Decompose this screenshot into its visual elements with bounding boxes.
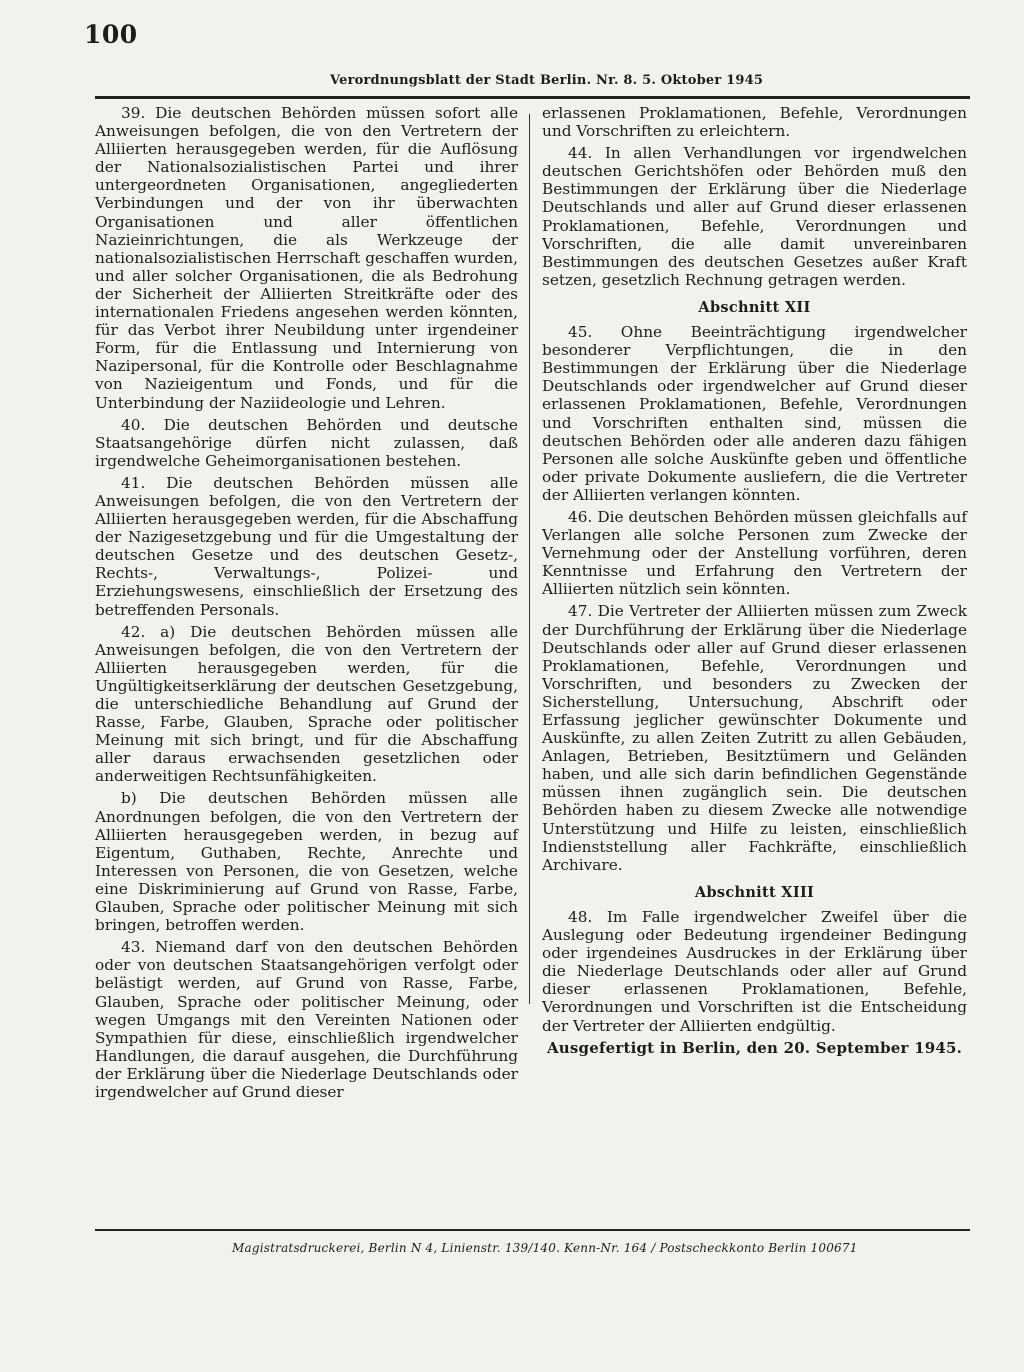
section-heading-xiii: Abschnitt XIII [694,883,815,901]
paragraph-40: 40. Die deutschen Behörden und deutsche Staatsangehörige dürfen nicht zulassen, daß irgendwelche Geheimorganisationen bestehen. [95,415,518,470]
paragraph-42a: 42. a) Die deutschen Behörden müssen alle Anweisungen befolgen, die von den Vertretern der Alliierten herausgegeben werden, für die Ungültigkeitserklärung der deutschen Gesetzgebung, die unterschiedliche Behandlung auf Grund der Rasse, Farbe, Glauben, Sprache oder politischer Meinung mit sich bringt, und für die Abschaffung aller daraus erwachsenden gesetzlichen oder anderweitigen Rechtsunfähigkeiten. [95,622,518,786]
paragraph-47: 47. Die Vertreter der Alliierten müssen zum Zweck der Durchführung der Erklärung über die Niederlage Deutschlands oder aller auf Grund dieser erlassenen Proklamationen, Befehle, Verordnungen und Vorschriften, und besonders zu Zwecken der Sicherstellung, Untersuchung, Abschrift oder Erfassung jeglicher gewünschter Dokumente und Auskünfte, zu allen Zeiten Zutritt zu allen Gebäuden, Anlagen, Betrieben, Besitztümern und Geländen haben, und alle sich darin befindlichen Gegenstände müssen ihnen zugänglich sein. Die deutschen Behörden haben zu diesem Zwecke alle notwendige Unterstützung und Hilfe zu leisten, einschließlich Indienststellung aller Fachkräfte, einschließlich Archivare. [542,602,967,874]
paragraph-41: 41. Die deutschen Behörden müssen alle Anweisungen befolgen, die von den Vertretern der Alliierten herausgegeben werden, für die Abschaffung der Nazigesetzgebung und für die Umgestaltung der deutschen Gesetze und des deutschen Gesetz-, Rechts-, Verwaltungs-, Polizei- und Erziehungswesens, einschließlich der Ersetzung des betreffenden Personals. [95,473,518,619]
header-rule [95,96,970,99]
paragraph-42b: b) Die deutschen Behörden müssen alle Anordnungen befolgen, die von den Vertretern der Alliierten herausgegeben werden, in bezug auf Eigentum, Guthaben, Rechte, Anrechte und Interessen von Personen, die von Gesetzen, welche eine Diskriminierung auf Grund von Rasse, Farbe, Glauben, Sprache oder politischer Meinung mit sich bringen, betroffen werden. [95,789,518,935]
page-number: 100 [84,20,138,49]
paragraph-43-continuation: erlassenen Proklamationen, Befehle, Verordnungen und Vorschriften zu erleichtern. [542,104,967,141]
left-column [95,104,518,1105]
section-heading-xii: Abschnitt XII [698,298,811,316]
signature-line: Ausgefertigt in Berlin, den 20. September 1945. [546,1038,963,1057]
paragraph-43: 43. Niemand darf von den deutschen Behörden oder von deutschen Staatsangehörigen verfolgt oder belästigt werden, auf Grund von Rasse, Farbe, Glauben, Sprache oder politischer Meinung, oder wegen Umgangs mit den Vereinten Nationen oder Sympathien für diese, einschließlich irgendwelcher Handlungen, die darauf ausgehen, die Durchführung der Erklärung über die Niederlage Deutschlands oder irgendwelcher auf Grund dieser [95,938,518,1101]
paragraph-44: 44. In allen Verhandlungen vor irgendwelchen deutschen Gerichtshöfen oder Behörden muß den Bestimmungen der Erklärung über die Niederlage Deutschlands und aller auf Grund dieser erlassenen Proklamationen, Befehle, Verordnungen und Vorschriften, die alle damit unvereinbaren Bestimmungen des deutschen Gesetzes außer Kraft setzen, gesetzlich Rechnung getragen werden. [542,144,967,289]
paragraph-48: 48. Im Falle irgendwelcher Zweifel über die Auslegung oder Bedeutung irgendeiner Bedingung oder irgendeines Ausdruckes in der Erklärung über die Niederlage Deutschlands oder aller auf Grund dieser erlassenen Proklamationen, Befehle, Verordnungen und Vorschriften ist die Entscheidung der Vertreter der Alliierten endgültig. [542,907,967,1035]
footer-rule [95,1229,970,1231]
paragraph-46: 46. Die deutschen Behörden müssen gleichfalls auf Verlangen alle solche Personen zum Zwecke der Vernehmung oder der Anstellung vorführen, deren Kenntnisse und Erfahrung den Vertretern der Alliierten nützlich sein könnten. [542,507,967,599]
printer-imprint: Magistratsdruckerei, Berlin N 4, Linienstr. 139/140. Kenn-Nr. 164 / Postscheckkonto Berlin 100671 [232,1241,858,1255]
right-column [542,104,967,1072]
column-divider [529,114,530,1004]
paragraph-39: 39. Die deutschen Behörden müssen sofort alle Anweisungen befolgen, die von den Vertretern der Alliierten herausgegeben werden, für die Auflösung der Nationalsozialistischen Partei und ihrer untergeordneten Organisationen, angegliederten Verbindungen und der von ihr überwachten Organisationen und aller öffentlichen Nazieinrichtungen, die als Werkzeuge der nationalsozialistischen Herrschaft geschaffen wurden, und aller solcher Organisationen, die als Bedrohung der Sicherheit der Alliierten Streitkräfte oder des internationalen Friedens angesehen werden könnten, für das Verbot ihrer Neubildung unter irgendeiner Form, für die Entlassung und Internierung von Nazipersonal, für die Kontrolle oder Beschlagnahme von Nazieigentum und Fonds, und für die Unterbindung der Naziideologie und Lehren. [95,104,518,412]
running-head: Verordnungsblatt der Stadt Berlin. Nr. 8. 5. Oktober 1945 [330,73,764,88]
paragraph-45: 45. Ohne Beeinträchtigung irgendwelcher besonderer Verpflichtungen, die in den Bestimmungen der Erklärung über die Niederlage Deutschlands oder irgendwelcher auf Grund dieser erlassenen Proklamationen, Befehle, Verordnungen und Vorschriften enthalten sind, müssen die deutschen Behörden oder alle anderen dazu fähigen Personen alle solche Auskünfte geben und öffentliche oder private Dokumente ausliefern, die die Vertreter der Alliierten verlangen könnten. [542,323,967,504]
